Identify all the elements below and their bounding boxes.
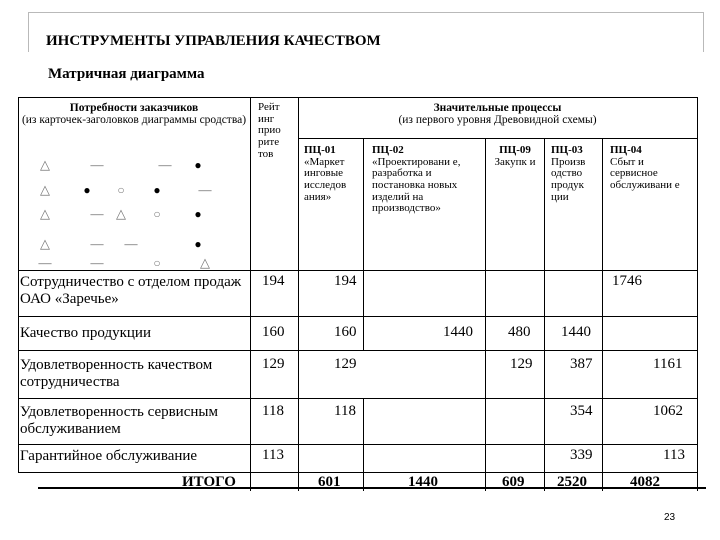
row1-pc01-value: 194	[334, 273, 357, 289]
dash-symbol-icon: —	[158, 157, 172, 172]
slide-title: ИНСТРУМЕНТЫ УПРАВЛЕНИЯ КАЧЕСТВОМ	[46, 33, 381, 49]
row2-pc01-value: 160	[334, 324, 357, 340]
totals-pc01: 601	[318, 474, 341, 490]
slide-frame-top	[28, 12, 704, 13]
dash-symbol-icon: —	[90, 157, 104, 172]
dash-symbol-icon: —	[90, 255, 104, 270]
table-line-header-bottom	[18, 270, 697, 271]
process-name: «Проектировани е, разработка и постановка новых изделий на производство»	[372, 155, 461, 215]
row3-pc03-value: 387	[570, 356, 593, 372]
row2-pc03-value: 1440	[561, 324, 591, 340]
filled-circle-symbol-icon: ●	[194, 207, 202, 221]
table-vline-pc03	[602, 138, 603, 491]
process-code: ПЦ-09	[499, 144, 531, 156]
row-label-2: Качество продукции	[20, 325, 151, 341]
row4-pc01-value: 118	[334, 403, 356, 419]
triangle-symbol-icon: △	[40, 206, 50, 221]
row1-pc04-value: 1746	[612, 273, 642, 289]
row4-pc03-value: 354	[570, 403, 593, 419]
totals-pc09: 609	[502, 474, 525, 490]
process-name: Произв одство продук ции	[551, 155, 586, 203]
open-circle-symbol-icon: ○	[117, 183, 125, 197]
process-header-pc09	[490, 145, 540, 168]
table-vline-pc02	[485, 138, 486, 491]
row-rating-3: 129	[262, 356, 285, 372]
totals-pc02: 1440	[408, 474, 438, 490]
totals-underline	[38, 487, 706, 489]
process-code: ПЦ-01	[304, 144, 336, 156]
table-vline-pc01-lower	[363, 398, 364, 491]
table-vline-right	[697, 97, 698, 491]
processes-header	[300, 102, 695, 126]
slide-subtitle: Матричная диаграмма	[48, 66, 205, 82]
needs-header	[20, 102, 248, 126]
process-name: Сбыт и сервисное обслуживани е	[610, 155, 680, 191]
process-header-pc02	[372, 145, 482, 215]
process-header-pc03	[551, 145, 599, 203]
processes-header-subtitle: (из первого уровня Древовидной схемы)	[398, 114, 597, 127]
slide-frame-left	[28, 12, 29, 52]
dash-symbol-icon: —	[124, 236, 138, 251]
filled-circle-symbol-icon: ●	[83, 183, 91, 197]
row3-pc01-value: 129	[334, 356, 357, 372]
dash-symbol-icon: —	[90, 236, 104, 251]
process-header-pc01	[304, 145, 360, 203]
totals-label: ИТОГО	[182, 474, 236, 490]
row-rating-2: 160	[262, 324, 285, 340]
table-line-proc-header	[298, 138, 697, 139]
dash-symbol-icon: —	[90, 206, 104, 221]
row-label-4: Удовлетворенность сервисным обслуживанием	[20, 404, 218, 437]
row-rating-5: 113	[262, 447, 284, 463]
needs-header-title: Потребности заказчиков	[69, 102, 199, 114]
process-header-pc04	[610, 145, 694, 192]
process-code: ПЦ-04	[610, 144, 642, 156]
table-vline-rating	[298, 97, 299, 491]
table-line-row2	[18, 350, 697, 351]
triangle-symbol-icon: △	[40, 182, 50, 197]
table-line-top	[18, 97, 697, 98]
slide-frame-right	[703, 12, 704, 52]
table-vline-pc09	[544, 138, 545, 491]
row-label-3: Удовлетворенность качеством сотрудничества	[20, 357, 213, 390]
dash-symbol-icon: —	[38, 255, 52, 270]
row5-pc03-value: 339	[570, 447, 593, 463]
row5-pc04-value: 113	[663, 447, 685, 463]
rating-header: Рейт инг прио рите тов	[258, 101, 281, 160]
process-code: ПЦ-02	[372, 144, 404, 156]
row-label-1: Сотрудничество с отделом продаж ОАО «Заречье»	[20, 274, 242, 307]
dash-symbol-icon: —	[198, 182, 212, 197]
process-code: ПЦ-03	[551, 144, 583, 156]
row4-pc04-value: 1062	[653, 403, 683, 419]
table-line-row5	[18, 472, 697, 473]
row-label-5: Гарантийное обслуживание	[20, 448, 198, 464]
filled-circle-symbol-icon: ●	[194, 237, 202, 251]
row-rating-4: 118	[262, 403, 284, 419]
table-line-row1	[18, 316, 697, 317]
table-vline-left	[18, 97, 19, 472]
row3-pc04-value: 1161	[653, 356, 683, 372]
triangle-symbol-icon: △	[116, 206, 126, 221]
row2-pc09-value: 480	[508, 324, 531, 340]
processes-header-title: Значительные процессы	[433, 102, 562, 114]
row2-pc02-value: 1440	[443, 324, 473, 340]
needs-header-subtitle: (из карточек-заголовков диаграммы сродства)	[21, 114, 247, 127]
triangle-symbol-icon: △	[200, 255, 210, 270]
table-line-row3	[18, 398, 697, 399]
page-number: 23	[664, 512, 676, 523]
filled-circle-symbol-icon: ●	[194, 158, 202, 172]
open-circle-symbol-icon: ○	[153, 207, 161, 221]
process-name: Закупк и	[494, 155, 536, 168]
open-circle-symbol-icon: ○	[153, 256, 161, 270]
table-vline-pc01	[363, 138, 364, 350]
table-vline-needs	[250, 97, 251, 491]
filled-circle-symbol-icon: ●	[153, 183, 161, 197]
triangle-symbol-icon: △	[40, 236, 50, 251]
triangle-symbol-icon: △	[40, 157, 50, 172]
totals-pc04: 4082	[630, 474, 660, 490]
process-name: «Маркет инговые исследов ания»	[304, 155, 347, 203]
table-line-row4	[18, 444, 697, 445]
row-rating-1: 194	[262, 273, 285, 289]
row3-pc09-value: 129	[510, 356, 533, 372]
totals-pc03: 2520	[557, 474, 587, 490]
